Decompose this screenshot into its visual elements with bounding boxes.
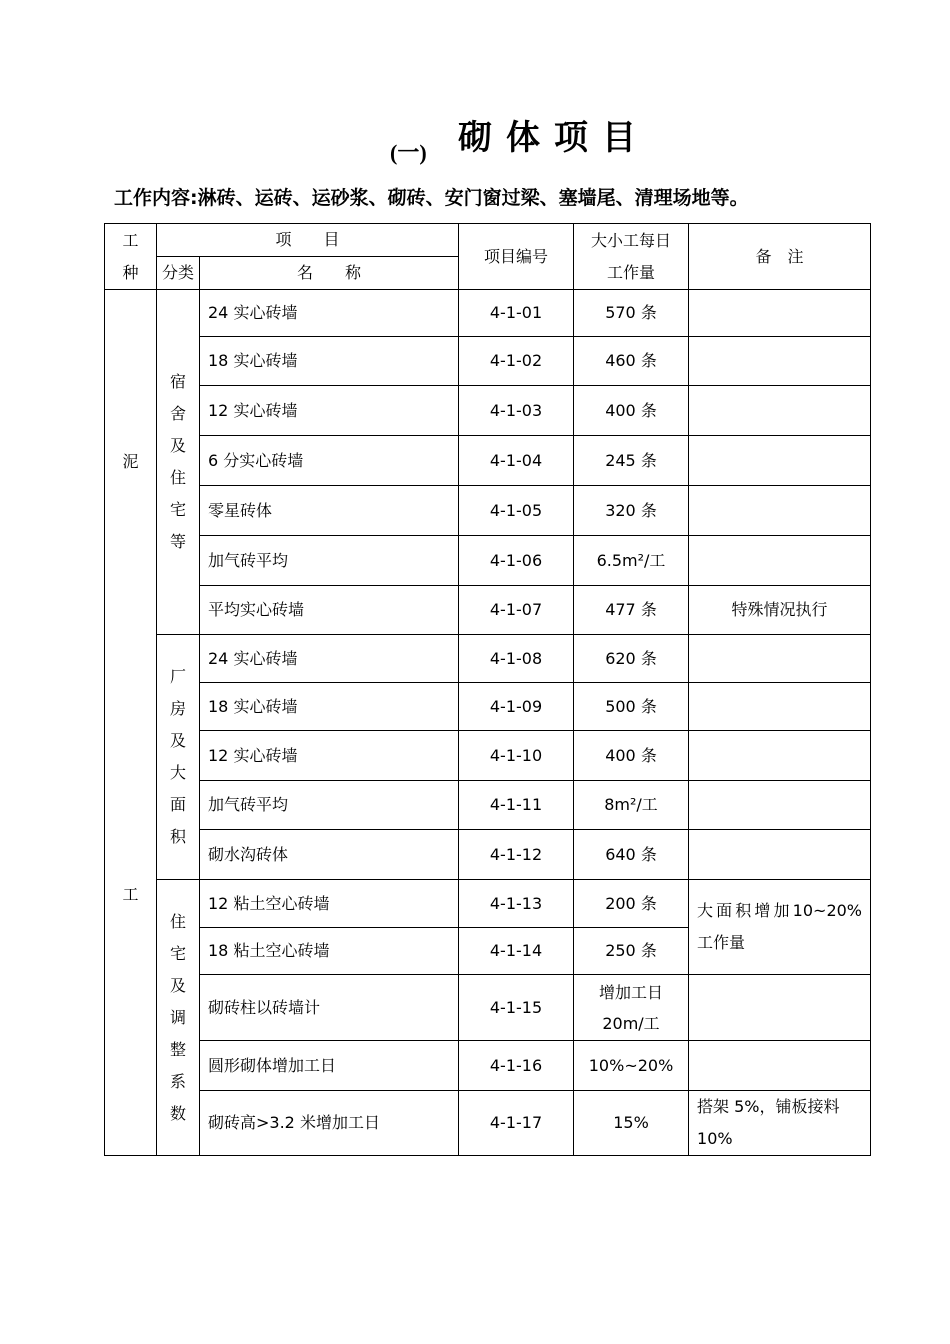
item-daily: 10%~20% — [574, 1041, 689, 1091]
item-remark — [689, 486, 871, 536]
category-cell: 宿舍及住宅等 — [157, 290, 200, 635]
item-remark: 特殊情况执行 — [689, 586, 871, 635]
item-code: 4-1-13 — [459, 880, 574, 928]
item-remark — [689, 290, 871, 337]
quota-table — [104, 223, 871, 1156]
table-row — [105, 536, 871, 586]
item-name: 18 实心砖墙 — [200, 683, 459, 731]
item-name: 24 实心砖墙 — [200, 635, 459, 683]
item-code: 4-1-06 — [459, 536, 574, 586]
header-remark: 备 注 — [689, 224, 871, 290]
item-remark — [689, 731, 871, 781]
item-remark — [689, 830, 871, 880]
item-remark — [689, 337, 871, 386]
item-daily: 640 条 — [574, 830, 689, 880]
item-remark — [689, 781, 871, 830]
table-row — [105, 880, 871, 928]
item-remark — [689, 683, 871, 731]
item-name: 圆形砌体增加工日 — [200, 1041, 459, 1091]
item-code: 4-1-04 — [459, 436, 574, 486]
item-code: 4-1-10 — [459, 731, 574, 781]
table-row — [105, 337, 871, 386]
item-daily: 400 条 — [574, 731, 689, 781]
category-cell: 住宅及调整系数 — [157, 880, 200, 1156]
item-remark — [689, 386, 871, 436]
item-name: 平均实心砖墙 — [200, 586, 459, 635]
item-code: 4-1-02 — [459, 337, 574, 386]
header-trade: 工种 — [105, 224, 157, 290]
table-row — [105, 586, 871, 635]
header-category: 分类 — [157, 257, 200, 290]
title-prefix: (一) — [390, 140, 427, 165]
item-daily: 320 条 — [574, 486, 689, 536]
item-daily: 477 条 — [574, 586, 689, 635]
item-name: 18 实心砖墙 — [200, 337, 459, 386]
item-daily: 250 条 — [574, 928, 689, 975]
header-row-1 — [105, 224, 871, 257]
work-content: 工作内容:淋砖、运砖、运砂浆、砌砖、安门窗过梁、塞墙尾、清理场地等。 — [114, 187, 749, 209]
item-remark: 大面积增加10~20%工作量 — [689, 880, 871, 975]
item-code: 4-1-03 — [459, 386, 574, 436]
item-daily: 460 条 — [574, 337, 689, 386]
item-daily: 570 条 — [574, 290, 689, 337]
item-remark — [689, 635, 871, 683]
item-name: 18 粘土空心砖墙 — [200, 928, 459, 975]
item-daily: 8m²/工 — [574, 781, 689, 830]
item-code: 4-1-09 — [459, 683, 574, 731]
item-name: 加气砖平均 — [200, 781, 459, 830]
table-row — [105, 486, 871, 536]
item-code: 4-1-11 — [459, 781, 574, 830]
item-daily: 增加工日20m/工 — [574, 975, 689, 1041]
item-code: 4-1-07 — [459, 586, 574, 635]
category-cell: 厂房及大面积 — [157, 635, 200, 880]
table-row — [105, 1041, 871, 1091]
item-code: 4-1-15 — [459, 975, 574, 1041]
item-name: 12 粘土空心砖墙 — [200, 880, 459, 928]
item-name: 砌砖柱以砖墙计 — [200, 975, 459, 1041]
page-title: 砌体项目 — [458, 118, 650, 158]
item-remark — [689, 975, 871, 1041]
header-project: 项 目 — [157, 224, 459, 257]
item-name: 砌砖高>3.2 米增加工日 — [200, 1091, 459, 1156]
item-code: 4-1-05 — [459, 486, 574, 536]
table-row — [105, 975, 871, 1041]
item-code: 4-1-17 — [459, 1091, 574, 1156]
item-daily: 400 条 — [574, 386, 689, 436]
title — [0, 110, 950, 170]
item-code: 4-1-16 — [459, 1041, 574, 1091]
item-remark — [689, 1041, 871, 1091]
header-name: 名 称 — [200, 257, 459, 290]
header-code: 项目编号 — [459, 224, 574, 290]
trade-cell-bottom: 工 — [105, 635, 157, 1156]
table-row — [105, 635, 871, 683]
table-row — [105, 731, 871, 781]
item-name: 24 实心砖墙 — [200, 290, 459, 337]
item-code: 4-1-14 — [459, 928, 574, 975]
item-name: 12 实心砖墙 — [200, 731, 459, 781]
item-daily: 200 条 — [574, 880, 689, 928]
item-name: 砌水沟砖体 — [200, 830, 459, 880]
item-name: 6 分实心砖墙 — [200, 436, 459, 486]
table-row — [105, 830, 871, 880]
item-remark: 搭架 5%，铺板接料10% — [689, 1091, 871, 1156]
table-row — [105, 781, 871, 830]
item-code: 4-1-01 — [459, 290, 574, 337]
item-daily: 15% — [574, 1091, 689, 1156]
table-row — [105, 290, 871, 337]
table-row — [105, 436, 871, 486]
header-daily: 大小工每日工作量 — [574, 224, 689, 290]
item-remark — [689, 436, 871, 486]
item-daily: 245 条 — [574, 436, 689, 486]
item-daily: 620 条 — [574, 635, 689, 683]
item-remark — [689, 536, 871, 586]
item-name: 零星砖体 — [200, 486, 459, 536]
trade-cell-top: 泥 — [105, 290, 157, 635]
table-row — [105, 1091, 871, 1156]
item-code: 4-1-12 — [459, 830, 574, 880]
table-row — [105, 386, 871, 436]
table-row — [105, 683, 871, 731]
item-name: 加气砖平均 — [200, 536, 459, 586]
item-name: 12 实心砖墙 — [200, 386, 459, 436]
item-daily: 500 条 — [574, 683, 689, 731]
item-daily: 6.5m²/工 — [574, 536, 689, 586]
item-code: 4-1-08 — [459, 635, 574, 683]
